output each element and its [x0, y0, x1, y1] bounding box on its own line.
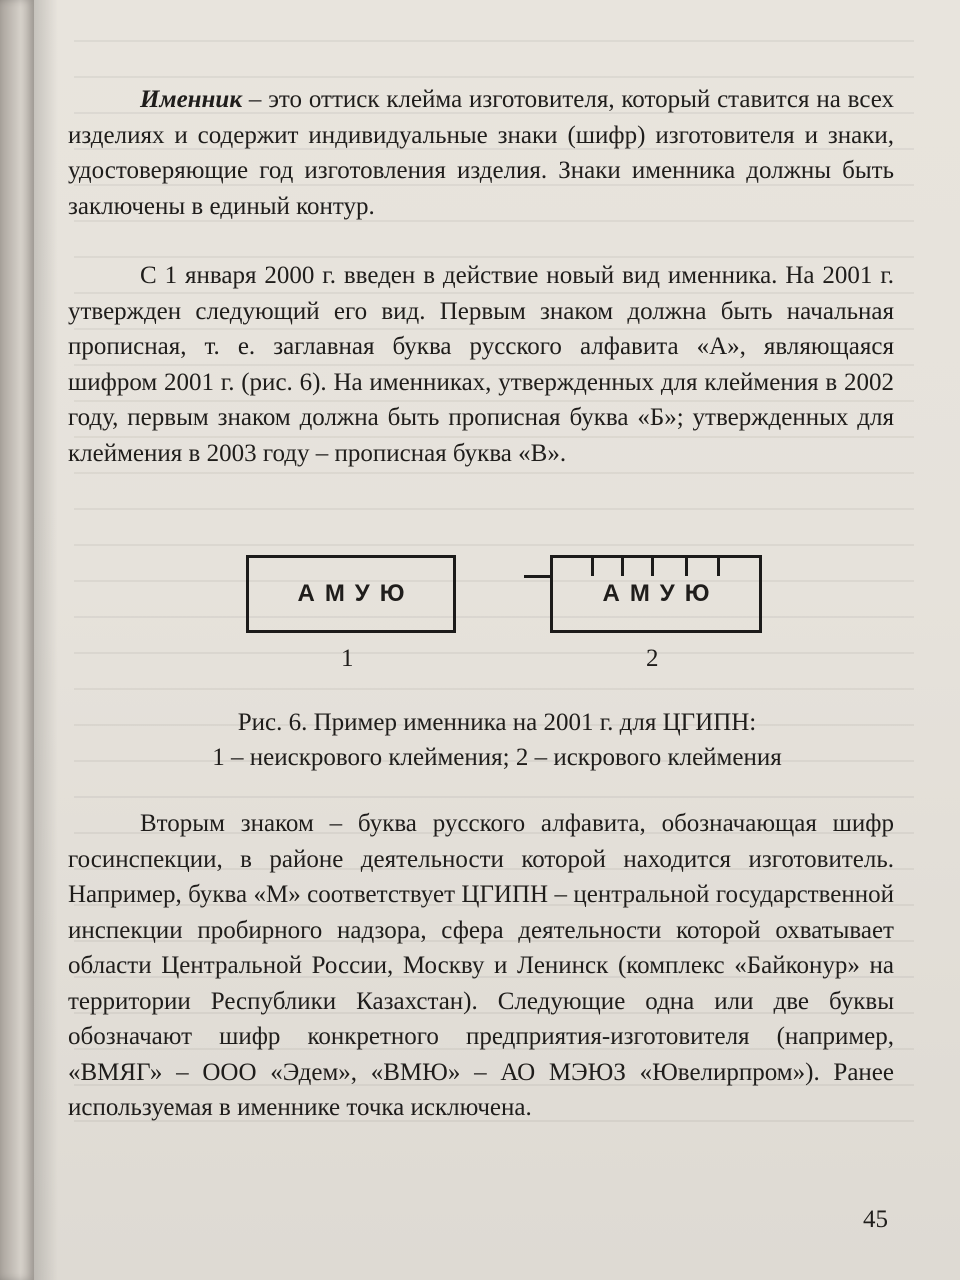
figure-caption — [34, 705, 960, 775]
paragraph-second-sign — [68, 806, 894, 1126]
figure-label-1: 1 — [341, 645, 354, 672]
spark-tick — [621, 558, 624, 576]
adjacent-page-edge — [0, 0, 34, 1280]
spark-tick — [651, 558, 654, 576]
caption-line-1: Рис. 6. Пример именника на 2001 г. для ЦГИПН: — [237, 709, 757, 736]
paragraph-definition — [68, 82, 894, 224]
stamp-2-text: АМУЮ — [602, 580, 720, 607]
stamp-spark — [550, 555, 762, 633]
figure-label-2: 2 — [646, 645, 659, 672]
book-page — [34, 0, 960, 1280]
spark-tick — [717, 558, 720, 576]
spark-lead-line — [524, 575, 552, 578]
figure-6 — [34, 545, 960, 685]
paragraph-new-format — [68, 258, 894, 471]
caption-line-2: 1 – неискрового клеймения; 2 – искрового клеймения — [212, 744, 782, 771]
spark-tick — [591, 558, 594, 576]
page-number: 45 — [863, 1206, 888, 1233]
paragraph-new-format-text: С 1 января 2000 г. введен в действие новый вид именника. На 2001 г. утвержден следующий его вид. Первым знаком должна быть начальная прописная, т. е. заглавная буква русского алфавита «А», являющаяся шифром 2001 г. (рис. 6). На именниках, утвержденных для клеймения в 2002 году, первым знаком должна быть прописная буква «Б»; утвержденных для клеймения в 2003 году – прописная буква «В». — [68, 262, 894, 467]
stamp-non-spark — [246, 555, 456, 633]
spark-tick — [685, 558, 688, 576]
paragraph-definition-text: – это оттиск клейма изготовителя, который ставится на всех изделиях и содержит индивидуальные знаки (шифр) изготовителя и знаки, удостоверяющие год изготовления изделия. Знаки именника должны быть заключены в единый контур. — [68, 86, 894, 220]
paragraph-second-sign-text: Вторым знаком – буква русского алфавита, обозначающая шифр госинспекции, в районе деятельности которой находится изготовитель. Например, буква «М» соответствует ЦГИПН – центральной государственной инспекции пробирного надзора, сфера деятельности которой охватывает области Центральной России, Москву и Ленинск (комплекс «Байконур» на территории Республики Казахстан). Следующие одна или две буквы обозначают шифр конкретного предприятия-изготовителя (например, «ВМЯГ» – ООО «Эдем», «ВМЮ» – АО МЭЮЗ «Ювелирпром»). Ранее используемая в именнике точка исключена. — [68, 810, 894, 1121]
stamp-1-text: АМУЮ — [297, 580, 415, 607]
term-imennik: Именник — [140, 86, 243, 113]
